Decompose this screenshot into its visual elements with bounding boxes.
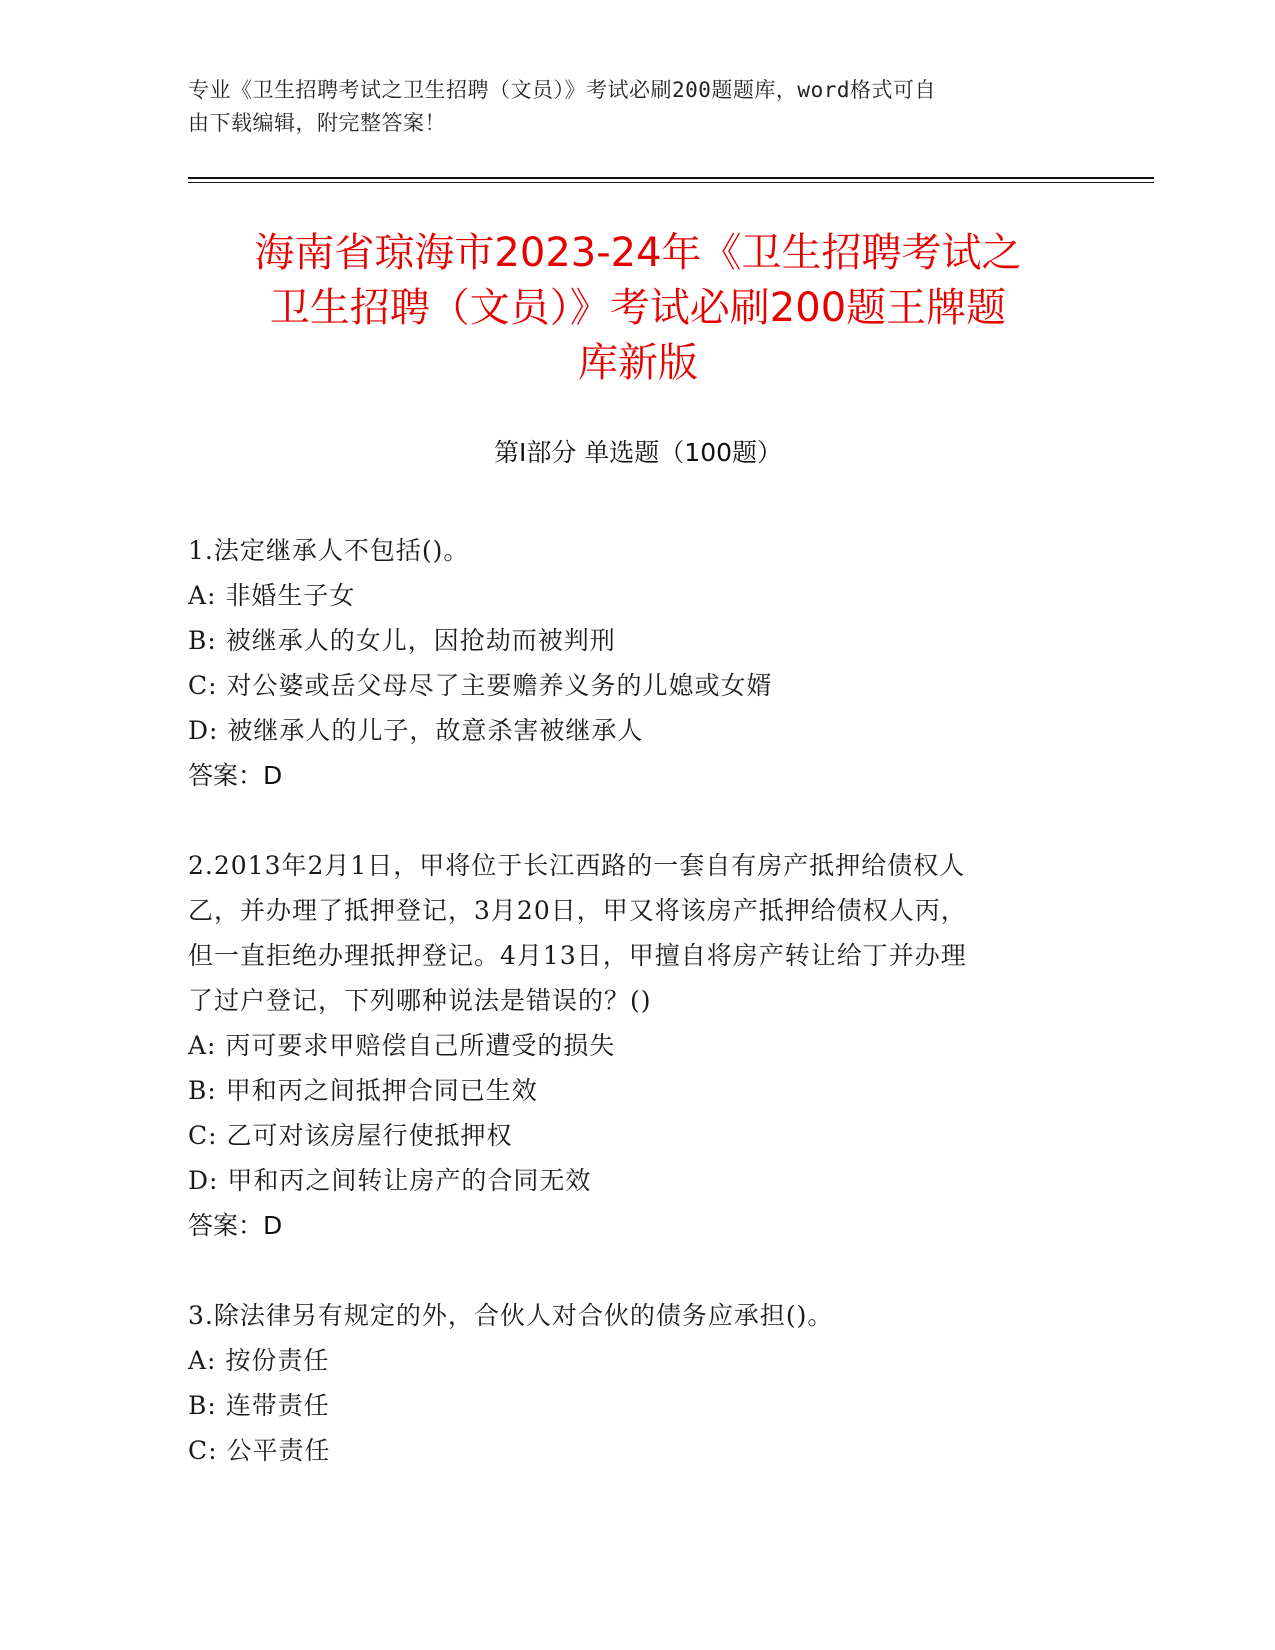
header-note-line-1: 专业《卫生招聘考试之卫生招聘（文员）》考试必刷200题题库，word格式可自	[188, 78, 936, 102]
question-spacer	[188, 798, 1068, 843]
question-spacer	[188, 1248, 1068, 1293]
document-title	[188, 226, 1088, 391]
option-b: B: 被继承人的女儿，因抢劫而被判刑	[188, 626, 616, 655]
question-stem-line-3: 但一直拒绝办理抵押登记。4月13日，甲擅自将房产转让给丁并办理	[188, 941, 967, 970]
option-a: A: 非婚生子女	[188, 581, 356, 610]
option-d: D: 甲和丙之间转让房产的合同无效	[188, 1166, 592, 1195]
header-note	[188, 74, 1068, 140]
document-title-line-2: 卫生招聘（文员）》考试必刷200题王牌题	[269, 285, 1007, 331]
question-stem: 1.法定继承人不包括()。	[188, 536, 470, 565]
answer-text: 答案：D	[188, 761, 283, 790]
option-a: A: 按份责任	[188, 1346, 330, 1375]
question-1	[188, 528, 1068, 798]
option-b: B: 连带责任	[188, 1391, 330, 1420]
answer-text: 答案：D	[188, 1211, 283, 1240]
question-stem-line-2: 乙，并办理了抵押登记，3月20日，甲又将该房产抵押给债权人丙，	[188, 896, 967, 925]
header-note-line-2: 由下载编辑，附完整答案！	[188, 111, 446, 135]
document-title-line-3: 库新版	[578, 340, 698, 386]
question-stem: 3.除法律另有规定的外，合伙人对合伙的债务应承担()。	[188, 1301, 834, 1330]
option-d: D: 被继承人的儿子，故意杀害被继承人	[188, 716, 644, 745]
option-a: A: 丙可要求甲赔偿自己所遭受的损失	[188, 1031, 616, 1060]
question-3	[188, 1293, 1068, 1473]
option-c: C: 公平责任	[188, 1436, 331, 1465]
question-stem-line-1: 2.2013年2月1日，甲将位于长江西路的一套自有房产抵押给债权人	[188, 851, 966, 880]
header-divider-thin	[188, 182, 1154, 183]
section-title: 第I部分 单选题（100题）	[493, 438, 783, 467]
question-stem-line-4: 了过户登记，下列哪种说法是错误的？()	[188, 986, 652, 1015]
option-c: C: 对公婆或岳父母尽了主要赡养义务的儿媳或女婿	[188, 671, 773, 700]
option-c: C: 乙可对该房屋行使抵押权	[188, 1121, 513, 1150]
question-list	[188, 528, 1068, 1473]
option-b: B: 甲和丙之间抵押合同已生效	[188, 1076, 538, 1105]
document-title-line-1: 海南省琼海市2023-24年《卫生招聘考试之	[254, 230, 1022, 276]
question-2	[188, 843, 1068, 1248]
header-divider-thick	[188, 177, 1154, 179]
